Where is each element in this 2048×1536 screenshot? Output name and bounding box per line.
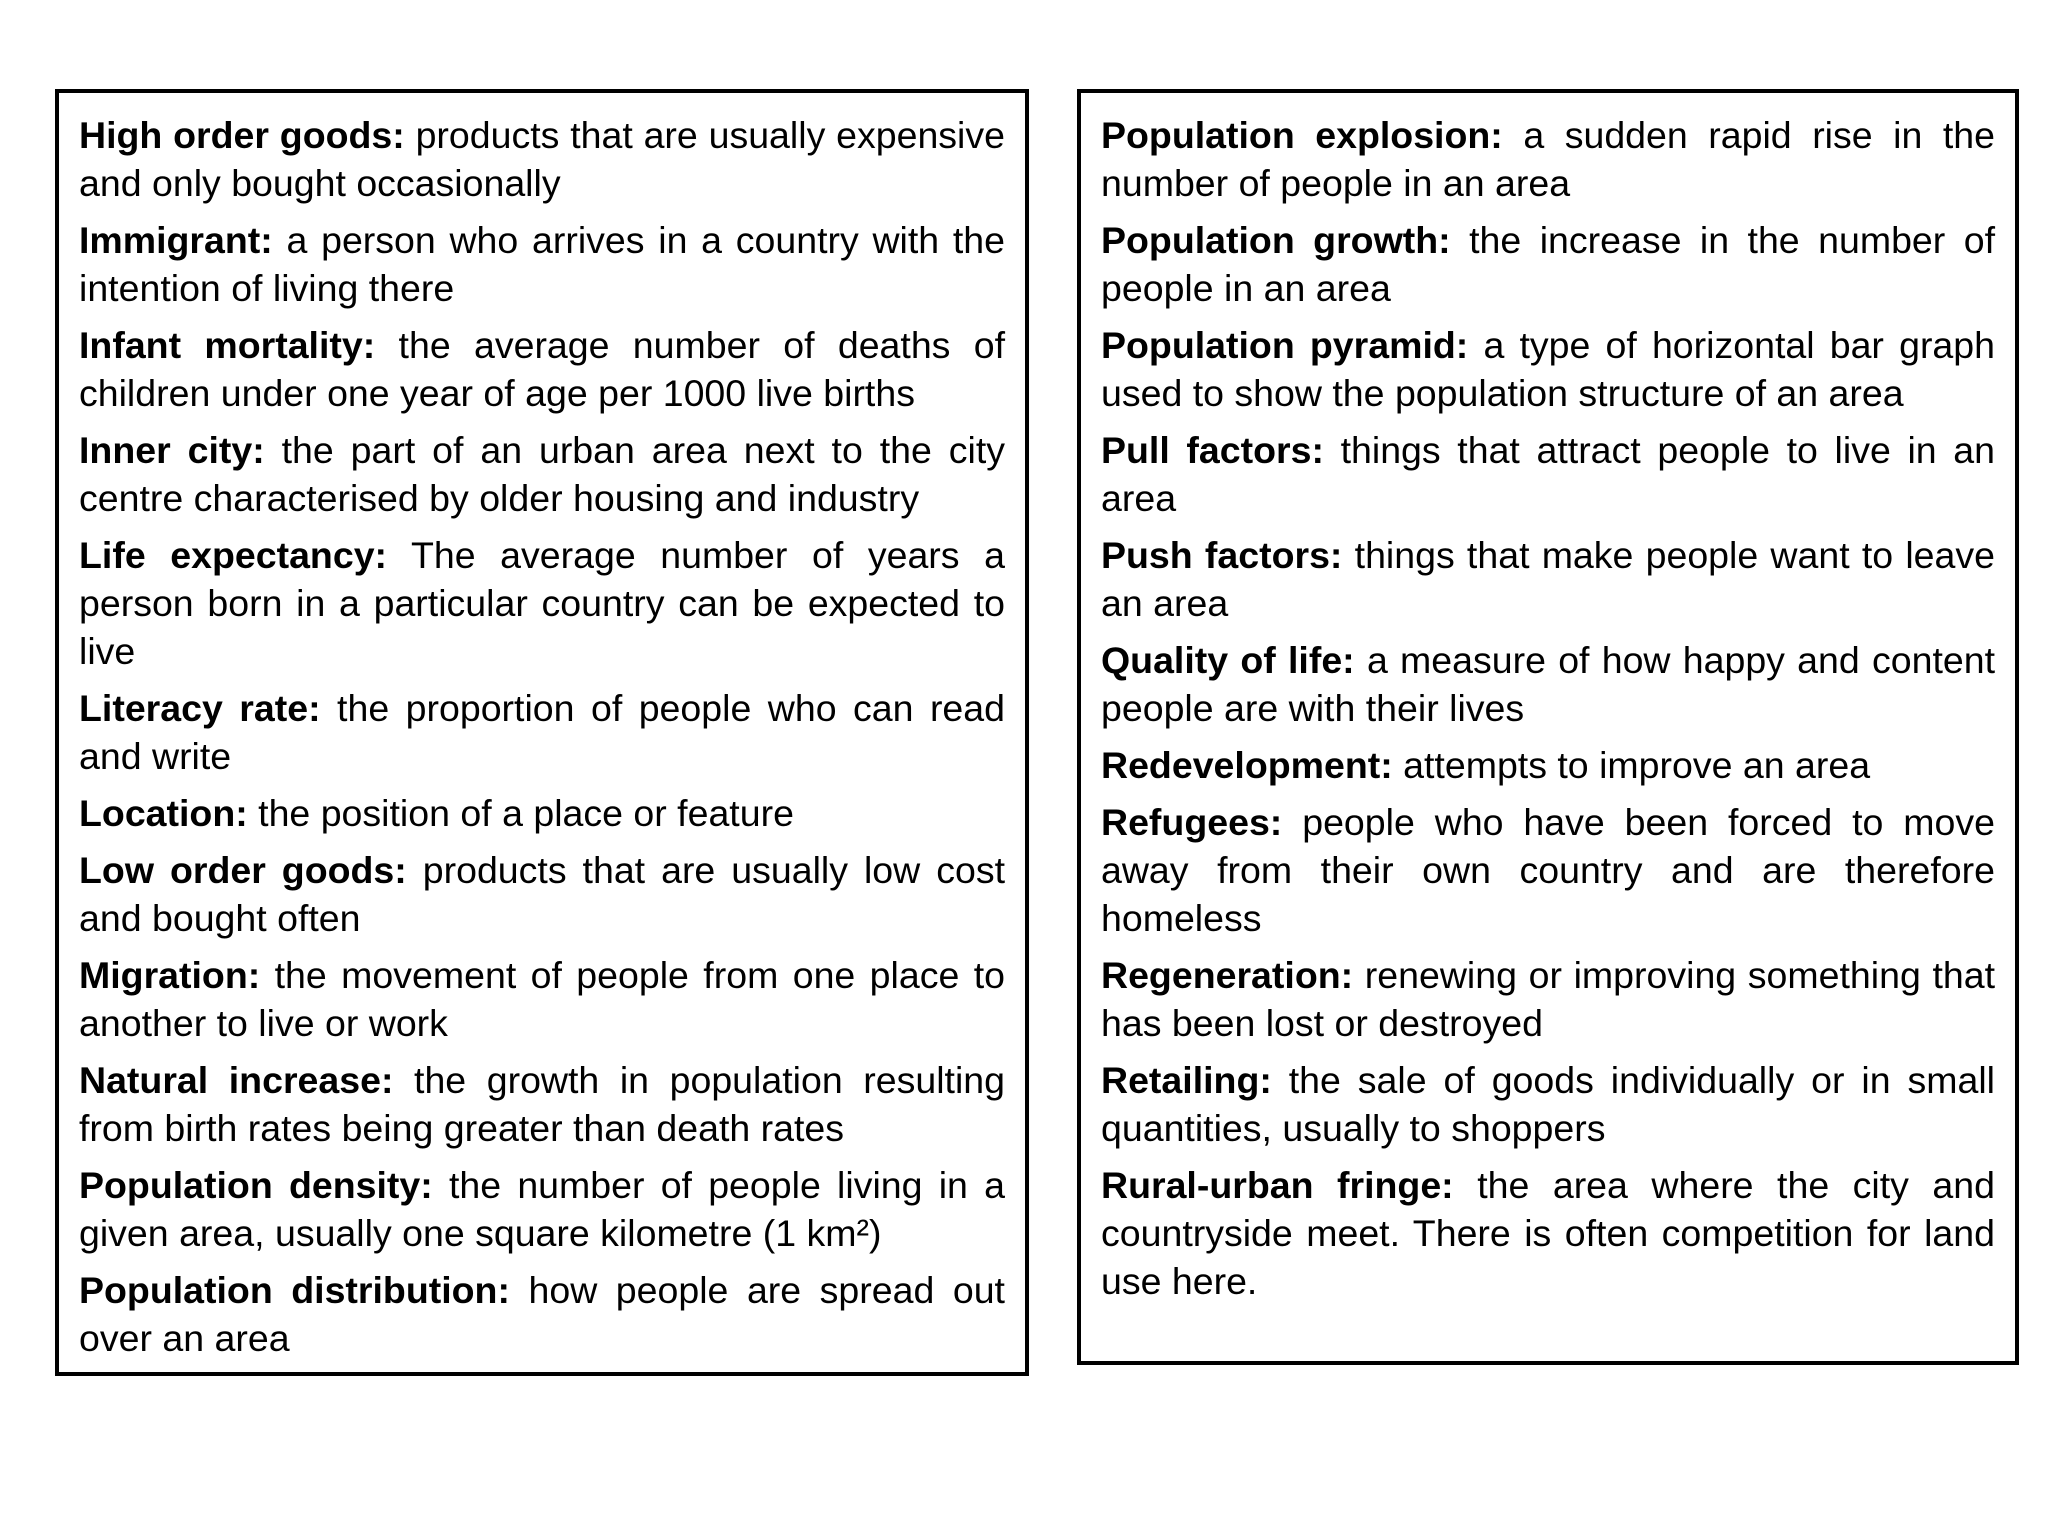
entry-definition: the area where the city and countryside meet. There is often competition for land use here. [1101,1164,1996,1302]
entry-term: Low order goods: [79,849,407,891]
entry-term: Location: [79,792,248,834]
entry-definition: a measure of how happy and content people are with their lives [1101,639,1996,729]
glossary-entry [79,1266,1005,1362]
entry-definition: a person who arrives in a country with the intention of living there [79,219,1005,309]
glossary-entry [79,426,1005,522]
entry-definition: the number of people living in a given area, usually one square kilometre (1 km²) [79,1164,1005,1254]
glossary-entry [1101,216,1995,312]
entry-definition: how people are spread out over an area [79,1269,1005,1359]
glossary-box-left [55,89,1029,1376]
entry-definition: a type of horizontal bar graph used to show the population structure of an area [1101,324,1995,414]
entry-definition: things that attract people to live in an area [1101,429,1995,519]
glossary-entry [79,111,1005,207]
entry-definition: the position of a place or feature [258,792,794,834]
glossary-entry [1101,741,1995,789]
entry-term: Population explosion: [1101,114,1503,156]
entry-term: Rural-urban fringe: [1101,1164,1454,1206]
entry-definition: the sale of goods individually or in small quantities, usually to shoppers [1101,1059,1995,1149]
glossary-entry [1101,636,1995,732]
entry-term: Pull factors: [1101,429,1324,471]
glossary-entry [79,1161,1005,1257]
entry-definition: the movement of people from one place to another to live or work [79,954,1005,1044]
glossary-entry [1101,111,1995,207]
glossary-entry [1101,1161,1995,1305]
entry-definition: the part of an urban area next to the city centre characterised by older housing and industry [79,429,1005,519]
glossary-entry [79,216,1005,312]
entry-definition: the increase in the number of people in an area [1101,219,1995,309]
glossary-entry [1101,1056,1995,1152]
entry-term: Literacy rate: [79,687,321,729]
entry-term: Natural increase: [79,1059,394,1101]
entry-definition: people who have been forced to move away from their own country and are therefore homeless [1101,801,1996,939]
entry-definition: products that are usually low cost and bought often [79,849,1005,939]
entry-term: Regeneration: [1101,954,1354,996]
glossary-entry [1101,321,1995,417]
entry-term: Infant mortality: [79,324,376,366]
entry-definition: the growth in population resulting from birth rates being greater than death rates [79,1059,1005,1149]
entry-definition: attempts to improve an area [1403,744,1871,786]
entry-definition: products that are usually expensive and only bought occasionally [79,114,1005,204]
glossary-entry [79,1056,1005,1152]
glossary-entry [1101,531,1995,627]
glossary-entry [79,684,1005,780]
entry-term: Refugees: [1101,801,1283,843]
entry-term: High order goods: [79,114,405,156]
entry-definition: the proportion of people who can read and write [79,687,1006,777]
glossary-entry [79,951,1005,1047]
glossary-entry [79,531,1005,675]
glossary-entry [1101,951,1995,1047]
entry-definition: the average number of deaths of children under one year of age per 1000 live births [79,324,1006,414]
entry-term: Immigrant: [79,219,273,261]
entry-term: Population distribution: [79,1269,510,1311]
glossary-box-right [1077,89,2019,1365]
glossary-entry [1101,426,1995,522]
glossary-entry [1101,798,1995,942]
entry-term: Population density: [79,1164,433,1206]
entry-term: Inner city: [79,429,265,471]
entry-definition: The average number of years a person born in a particular country can be expected to live [79,534,1005,672]
entry-definition: things that make people want to leave an area [1101,534,1995,624]
glossary-entry [79,846,1005,942]
entry-term: Quality of life: [1101,639,1355,681]
entry-term: Life expectancy: [79,534,388,576]
glossary-entry [79,789,1005,837]
entry-definition: renewing or improving something that has been lost or destroyed [1101,954,1996,1044]
entry-definition: a sudden rapid rise in the number of people in an area [1101,114,1996,204]
entry-term: Migration: [79,954,261,996]
entry-term: Population pyramid: [1101,324,1469,366]
glossary-entry [79,321,1005,417]
entry-term: Redevelopment: [1101,744,1393,786]
entry-term: Population growth: [1101,219,1451,261]
entry-term: Push factors: [1101,534,1343,576]
entry-term: Retailing: [1101,1059,1272,1101]
